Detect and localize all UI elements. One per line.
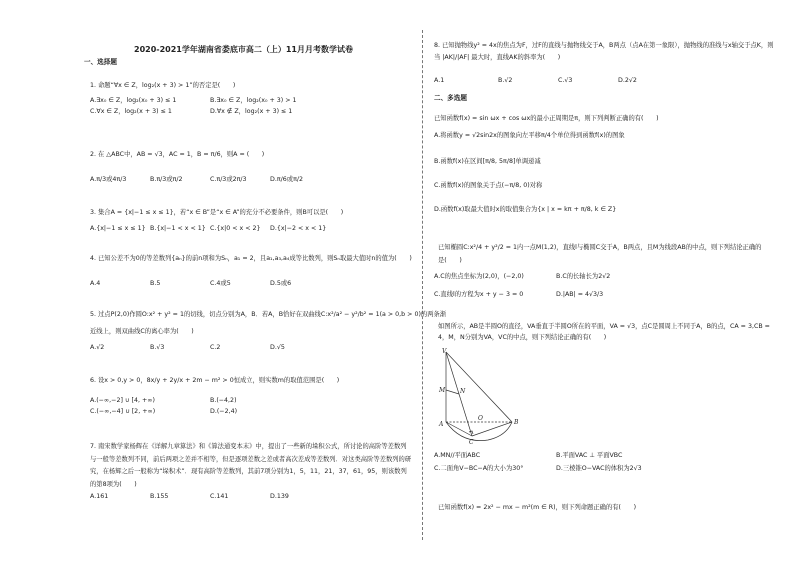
q2-option-a[interactable]: A.π/3或4π/3 — [90, 176, 127, 183]
q11-option-d[interactable]: D.三棱锥O−VAC的体积为2√3 — [556, 465, 642, 472]
q8-option-b[interactable]: B.√2 — [498, 77, 513, 84]
label-m: M — [439, 387, 446, 394]
question-2-stem: 2. 在 △ABC中，AB = √3，AC = 1，B = π/6，则A = ( ) — [90, 151, 265, 158]
question-6-stem: 6. 设x > 0,y > 0，8x/y + 2y/x + 2m − m² > 0恒成立，则实数m的取值范围是( ) — [90, 377, 340, 384]
label-c: C — [469, 439, 474, 446]
q6-option-d[interactable]: D.(−2,4) — [210, 408, 238, 415]
q9-option-b[interactable]: B.函数f(x)在区间[π/8, 5π/8]单调递减 — [434, 158, 541, 165]
q5-option-d[interactable]: D.√5 — [270, 344, 285, 351]
question-10-line-1: 已知椭圆C:x²/4 + y²/2 = 1内一点M(1,2)，直线l与椭圆C交于A，B两点，且M为线段AB的中点，则下列结论正确的 — [438, 244, 762, 251]
q8-option-c[interactable]: C.√3 — [558, 77, 573, 84]
question-10-line-2: 是( ) — [438, 257, 462, 264]
label-a: A — [439, 421, 444, 428]
q7-option-a[interactable]: A.161 — [90, 493, 109, 500]
q2-option-d[interactable]: D.π/6或π/2 — [270, 176, 303, 183]
q9-option-d[interactable]: D.函数f(x)取最大值时x的取值集合为{x | x = kπ + π/8, k ∈ Z} — [434, 206, 617, 213]
question-1-stem: 1. 命题“∀x ∈ Z，log₂(x + 3) > 1”的否定是( ) — [90, 82, 236, 89]
q6-option-a[interactable]: A.(−∞,−2] ∪ [4, +∞) — [90, 397, 155, 404]
semicircle-arc — [446, 422, 512, 441]
q2-option-b[interactable]: B.π/3或π/2 — [150, 176, 183, 183]
q1-option-c[interactable]: C.∀x ∈ Z，log₂(x + 3) ≤ 1 — [90, 108, 172, 115]
geometry-figure — [438, 348, 538, 446]
q2-option-c[interactable]: C.π/3或2π/3 — [210, 176, 247, 183]
segment-mn — [446, 390, 459, 394]
q5-option-b[interactable]: B.√3 — [150, 344, 165, 351]
edge-cb — [472, 422, 512, 436]
q10-option-d[interactable]: D.|AB| = 4√3/3 — [556, 291, 604, 298]
q11-option-c[interactable]: C.二面角V−BC−A的大小为30° — [434, 465, 524, 472]
q5-option-a[interactable]: A.√2 — [90, 344, 105, 351]
q6-option-c[interactable]: C.(−∞,−4] ∪ [2, +∞) — [90, 408, 156, 415]
q7-option-d[interactable]: D.139 — [270, 493, 289, 500]
question-3-stem: 3. 集合A = {x|−1 ≤ x ≤ 1}，若“x ∈ B”是“x ∈ A”的充分不必要条件，则B可以是( ) — [90, 209, 344, 216]
question-4-stem: 4. 已知公差不为0的等差数列{aₙ}的前n项和为Sₙ，a₁ = 2，且a₁,a₃,a₄成等比数列，则Sₙ取最大值时n的值为( ) — [90, 255, 412, 262]
q4-option-c[interactable]: C.4或5 — [210, 280, 231, 287]
q10-option-a[interactable]: A.C的焦点坐标为(2,0)，(−2,0) — [434, 273, 524, 280]
q10-option-c[interactable]: C.直线l的方程为x + y − 3 = 0 — [434, 291, 524, 298]
q11-option-b[interactable]: B.平面VAC ⊥ 平面VBC — [556, 452, 623, 459]
q1-option-a[interactable]: A.∃x₀ ∈ Z，log₂(x₀ + 3) ≤ 1 — [90, 97, 177, 104]
q3-option-b[interactable]: B.{x|−1 < x < 1} — [150, 225, 206, 232]
q7-option-c[interactable]: C.141 — [210, 493, 229, 500]
label-b: B — [514, 419, 519, 426]
q4-option-b[interactable]: B.5 — [150, 280, 161, 287]
q4-option-d[interactable]: D.5或6 — [270, 280, 292, 287]
exam-title: 2020-2021学年湖南省娄底市高二（上）11月月考数学试卷 — [134, 45, 353, 54]
question-11-text: 如图所示，AB是半圆O的直径，VA垂直于半圆O所在的平面，VA = √3，点C是圆周上不同于A，B的点，CA = 3,CB = 4，M，N分别为VA，VC的中点，则下列结论正确的有( ) — [438, 323, 770, 341]
question-8-text: 8. 已知抛物线y² = 4x的焦点为F，过F的直线与抛物线交于A，B两点（点A在第一象限），抛物线的准线与x轴交于点K，则当 |AK|/|AF| 最大时，直线AK的斜率为( ) — [434, 42, 774, 61]
q11-option-a[interactable]: A.MN//平面ABC — [434, 452, 481, 459]
section-single-choice: 一、选择题 — [84, 58, 117, 66]
q8-option-d[interactable]: D.2√2 — [618, 77, 637, 84]
section-multi-choice: 二、多选题 — [434, 94, 467, 102]
question-9-stem: 已知函数f(x) = sin ωx + cos ωx的最小正周期是π，则下列判断正确的有( ) — [434, 115, 659, 122]
q4-option-a[interactable]: A.4 — [90, 280, 101, 287]
q10-option-b[interactable]: B.C的长轴长为2√2 — [556, 273, 611, 280]
question-5-line-2: 近线上，则双曲线C的离心率为( ) — [90, 328, 194, 335]
q1-option-b[interactable]: B.∃x₀ ∈ Z，log₂(x₀ + 3) > 1 — [210, 97, 297, 104]
label-n: N — [460, 388, 466, 395]
edge-vb — [446, 352, 512, 422]
q3-option-a[interactable]: A.{x|−1 ≤ x ≤ 1} — [90, 225, 146, 232]
question-12-stem: 已知函数f(x) = 2x² − mx − m²(m ∈ R)，则下列命题正确的有( ) — [438, 504, 637, 511]
q9-option-a[interactable]: A.将函数y = √2sin2x的图象向左平移π/4个单位得到函数f(x)的图象 — [434, 132, 625, 139]
column-divider — [422, 30, 423, 540]
q1-option-d[interactable]: D.∀x ∉ Z，log₂(x + 3) ≤ 1 — [210, 108, 293, 115]
q5-option-c[interactable]: C.2 — [210, 344, 221, 351]
question-5-line-1: 5. 过点P(2,0)作圆O:x² + y² = 1的切线，切点分别为A，B．若A，B恰好在双曲线C:x²/a² − y²/b² = 1(a > 0,b > 0)的两条渐 — [90, 311, 447, 318]
q7-option-b[interactable]: B.155 — [150, 493, 169, 500]
q6-option-b[interactable]: B.(−4,2) — [210, 397, 237, 404]
q9-option-c[interactable]: C.函数f(x)的图象关于点(−π/8, 0)对称 — [434, 182, 543, 189]
q8-option-a[interactable]: A.1 — [434, 77, 445, 84]
q3-option-d[interactable]: D.{x|−2 < x < 1} — [270, 225, 327, 232]
question-7-text: 7. 南宋数学家杨辉在《详解九章算法》和《算法通变本末》中，提出了一些新的垛积公式，所讨论的高阶等差数列与一般等差数列不同，前后两项之差并不相等，但是逐项差数之差或者高次差成等差数列．对这类高阶等差数列的研究，在杨辉之后一般称为“垛积术”．现有高阶等差数列，其前7项分别为1，5，11，21，37，61，95，则该数列的第8项为( ) — [90, 443, 412, 488]
label-v: V — [442, 348, 447, 355]
label-o: O — [478, 415, 483, 422]
q3-option-c[interactable]: C.{x|0 < x < 2} — [210, 225, 261, 232]
